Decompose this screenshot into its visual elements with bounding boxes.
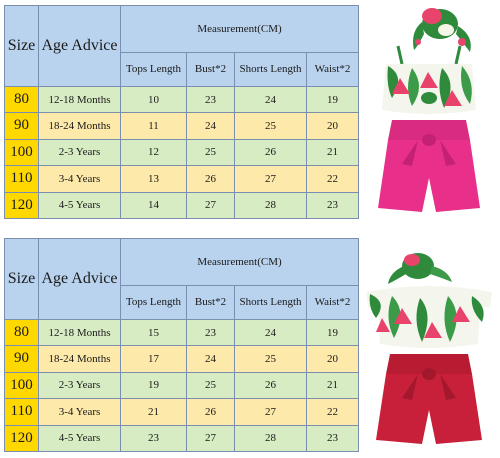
age-advice-cell: 4-5 Years xyxy=(39,425,121,451)
waist-cell: 22 xyxy=(307,166,359,192)
table-row xyxy=(5,192,359,218)
waist-cell: 19 xyxy=(307,86,359,112)
table-row xyxy=(5,113,359,139)
header-size: Size xyxy=(5,239,39,320)
header-age-advice: Age Advice xyxy=(39,239,121,320)
table-row xyxy=(5,86,359,112)
tops-length-cell: 15 xyxy=(121,319,187,345)
tops-length-cell: 19 xyxy=(121,372,187,398)
header-shorts-length: Shorts Length xyxy=(235,286,307,320)
tropical-crop-top-pink-shorts-image xyxy=(362,2,496,227)
waist-cell: 20 xyxy=(307,113,359,139)
table-row xyxy=(5,166,359,192)
shorts-length-cell: 27 xyxy=(235,166,307,192)
header-measurement: Measurement(CM) xyxy=(121,6,359,53)
bust-cell: 25 xyxy=(187,372,235,398)
size-cell: 90 xyxy=(5,113,39,139)
tops-length-cell: 11 xyxy=(121,113,187,139)
waist-cell: 21 xyxy=(307,139,359,165)
shorts-length-cell: 24 xyxy=(235,319,307,345)
size-cell: 100 xyxy=(5,372,39,398)
shorts-length-cell: 26 xyxy=(235,139,307,165)
tops-length-cell: 13 xyxy=(121,166,187,192)
bust-cell: 24 xyxy=(187,113,235,139)
outfit-illustration-1 xyxy=(362,2,496,227)
header-waist: Waist*2 xyxy=(307,286,359,320)
age-advice-cell: 3-4 Years xyxy=(39,399,121,425)
shorts-icon xyxy=(378,120,480,212)
shorts-length-cell: 28 xyxy=(235,192,307,218)
age-advice-cell: 12-18 Months xyxy=(39,86,121,112)
tops-length-cell: 14 xyxy=(121,192,187,218)
waist-cell: 20 xyxy=(307,346,359,372)
age-advice-cell: 4-5 Years xyxy=(39,192,121,218)
header-measurement: Measurement(CM) xyxy=(121,239,359,286)
shorts-length-cell: 26 xyxy=(235,372,307,398)
table-row xyxy=(5,319,359,345)
shorts-length-cell: 28 xyxy=(235,425,307,451)
waist-cell: 23 xyxy=(307,192,359,218)
tops-length-cell: 21 xyxy=(121,399,187,425)
table-row xyxy=(5,346,359,372)
bust-cell: 27 xyxy=(187,192,235,218)
headband-icon xyxy=(388,253,452,284)
tops-length-cell: 23 xyxy=(121,425,187,451)
table-row xyxy=(5,372,359,398)
tops-length-cell: 12 xyxy=(121,139,187,165)
bust-cell: 26 xyxy=(187,399,235,425)
waist-cell: 21 xyxy=(307,372,359,398)
header-bust: Bust*2 xyxy=(187,53,235,87)
age-advice-cell: 2-3 Years xyxy=(39,139,121,165)
header-bust: Bust*2 xyxy=(187,286,235,320)
size-cell: 80 xyxy=(5,86,39,112)
header-tops-length: Tops Length xyxy=(121,53,187,87)
age-advice-cell: 2-3 Years xyxy=(39,372,121,398)
outfit-illustration-2 xyxy=(362,248,496,453)
header-shorts-length: Shorts Length xyxy=(235,53,307,87)
table-row xyxy=(5,399,359,425)
shorts-length-cell: 25 xyxy=(235,346,307,372)
tops-length-cell: 17 xyxy=(121,346,187,372)
waist-cell: 23 xyxy=(307,425,359,451)
headband-icon xyxy=(413,8,471,52)
size-cell: 110 xyxy=(5,399,39,425)
shorts-length-cell: 24 xyxy=(235,86,307,112)
size-cell: 90 xyxy=(5,346,39,372)
header-age-advice: Age Advice xyxy=(39,6,121,87)
header-tops-length: Tops Length xyxy=(121,286,187,320)
bust-cell: 27 xyxy=(187,425,235,451)
age-advice-cell: 12-18 Months xyxy=(39,319,121,345)
crop-top-icon xyxy=(382,46,476,114)
off-shoulder-top-icon xyxy=(366,286,492,348)
age-advice-cell: 3-4 Years xyxy=(39,166,121,192)
bust-cell: 24 xyxy=(187,346,235,372)
size-cell: 110 xyxy=(5,166,39,192)
age-advice-cell: 18-24 Months xyxy=(39,346,121,372)
size-cell: 80 xyxy=(5,319,39,345)
waist-cell: 19 xyxy=(307,319,359,345)
shorts-length-cell: 25 xyxy=(235,113,307,139)
waist-cell: 22 xyxy=(307,399,359,425)
size-cell: 120 xyxy=(5,425,39,451)
header-size: Size xyxy=(5,6,39,87)
age-advice-cell: 18-24 Months xyxy=(39,113,121,139)
off-shoulder-top-red-shorts-image xyxy=(362,248,496,453)
size-cell: 120 xyxy=(5,192,39,218)
header-waist: Waist*2 xyxy=(307,53,359,87)
shorts-icon xyxy=(376,354,482,444)
bust-cell: 23 xyxy=(187,319,235,345)
bust-cell: 25 xyxy=(187,139,235,165)
table-row xyxy=(5,139,359,165)
table-row xyxy=(5,425,359,451)
size-chart-table-1 xyxy=(4,5,359,219)
size-chart-table-2 xyxy=(4,238,359,452)
bust-cell: 23 xyxy=(187,86,235,112)
shorts-length-cell: 27 xyxy=(235,399,307,425)
bust-cell: 26 xyxy=(187,166,235,192)
tops-length-cell: 10 xyxy=(121,86,187,112)
size-cell: 100 xyxy=(5,139,39,165)
